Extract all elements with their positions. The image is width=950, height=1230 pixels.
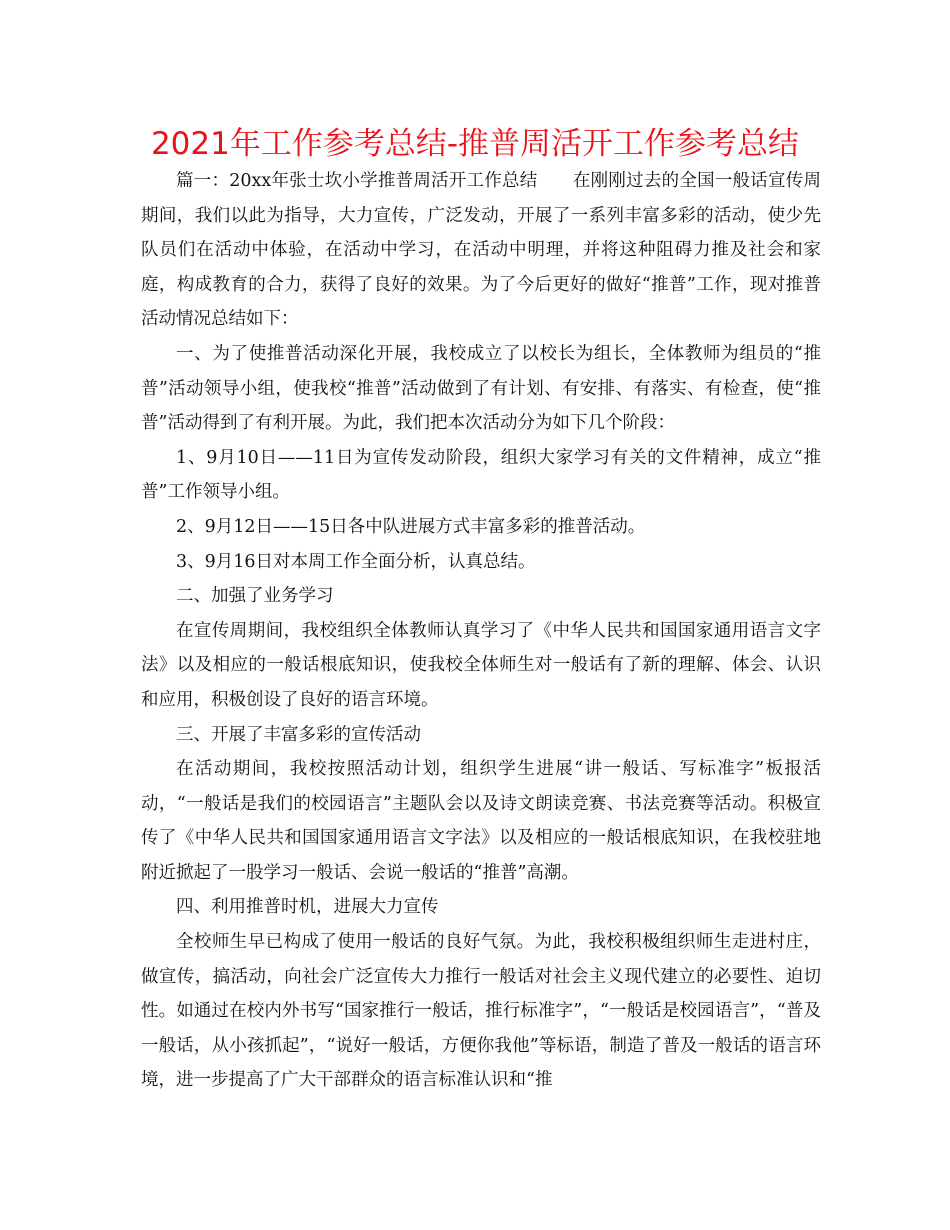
document-title: 2021年工作参考总结-推普周活开工作参考总结 bbox=[150, 126, 800, 162]
paragraph-stage-two: 2、9月12日——15日各中队进展方式丰富多彩的推普活动。 bbox=[176, 516, 646, 537]
paragraph-section-two: 在宣传周期间，我校组织全体教师认真学习了《中华人民共和国国家通用语言文字法》以及相应的一般话根底知识，使我校全体师生对一般话有了新的理解、体会、认识和应用，积极创设了良好的语言环境。 bbox=[141, 620, 821, 710]
heading-section-three: 三、开展了丰富多彩的宣传活动 bbox=[176, 724, 421, 745]
paragraph-intro: 篇一：20xx年张士坎小学推普周活开工作总结 在刚刚过去的全国一般话宣传周期间，我们以此为指导，大力宣传，广泛发动，开展了一系列丰富多彩的活动，使少先队员们在活动中体验，在活动中学习，在活动中明理，并将这种阻碍力推及社会和家庭，构成教育的合力，获得了良好的效果。为了今后更好的做好“推普”工作，现对推普活动情况总结如下： bbox=[141, 171, 821, 330]
paragraph-stage-three: 3、9月16日对本周工作全面分析，认真总结。 bbox=[176, 551, 536, 572]
heading-section-four: 四、利用推普时机，进展大力宣传 bbox=[176, 897, 439, 918]
paragraph-stage-one: 1、9月10日——11日为宣传发动阶段，组织大家学习有关的文件精神，成立“推普”工作领导小组。 bbox=[141, 447, 821, 503]
paragraph-section-four: 全校师生早已构成了使用一般话的良好气氛。为此，我校积极组织师生走进村庄，做宣传，搞活动，向社会广泛宣传大力推行一般话对社会主义现代建立的必要性、迫切性。如通过在校内外书写“国家推行一般话，推行标准字”，“一般话是校园语言”，“普及一般话，从小孩抓起”，“说好一般话，方便你我他”等标语，制造了普及一般话的语言环境，进一步提高了广大干部群众的语言标准认识和“推 bbox=[141, 932, 821, 1091]
paragraph-section-one: 一、为了使推普活动深化开展，我校成立了以校长为组长，全体教师为组员的“推普”活动领导小组，使我校“推普”活动做到了有计划、有安排、有落实、有检查，使“推普”活动得到了有利开展。为此，我们把本次活动分为如下几个阶段： bbox=[141, 343, 821, 434]
paragraph-section-three: 在活动期间，我校按照活动计划，组织学生进展“讲一般话、写标准字”板报活动，“一般话是我们的校园语言”主题队会以及诗文朗读竞赛、书法竞赛等活动。积极宣传了《中华人民共和国国家通用语言文字法》以及相应的一般话根底知识，在我校驻地附近掀起了一股学习一般话、会说一般话的“推普”高潮。 bbox=[141, 759, 821, 883]
document-body bbox=[141, 164, 821, 1098]
heading-section-two: 二、加强了业务学习 bbox=[176, 586, 334, 607]
